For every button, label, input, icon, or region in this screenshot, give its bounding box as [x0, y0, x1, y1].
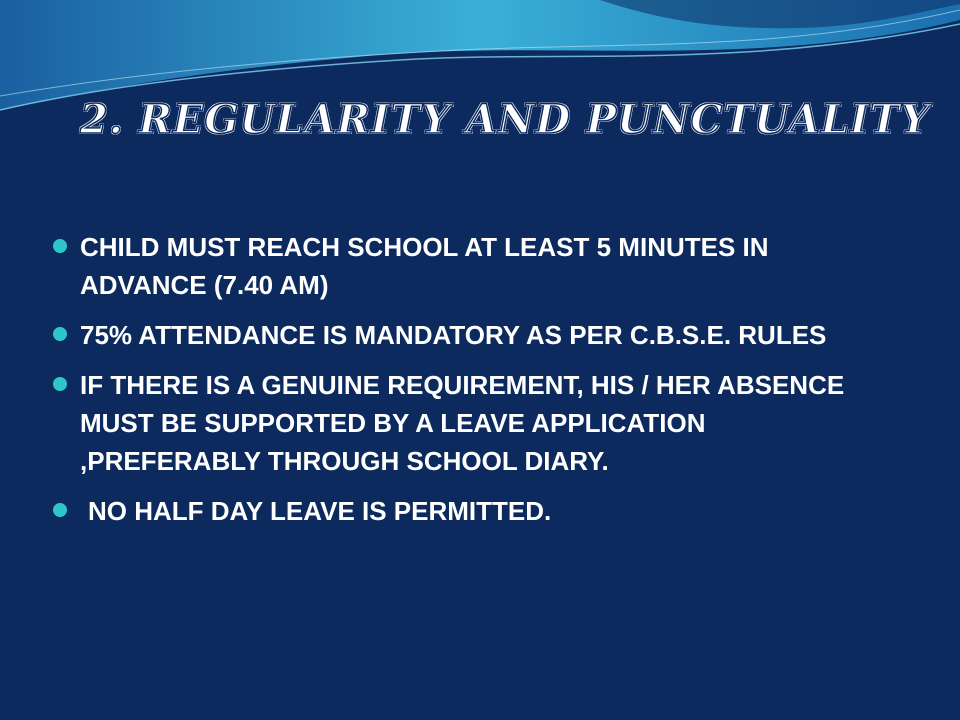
bullet-dot-icon: [53, 377, 67, 391]
bullet-item: [50, 228, 880, 304]
bullet-dot-icon: [53, 503, 67, 517]
bullet-item: [50, 492, 880, 530]
bullet-text: 75% ATTENDANCE IS MANDATORY AS PER C.B.S.E. RULES: [80, 320, 827, 350]
slide-title: 2. REGULARITY AND PUNCTUALITY: [80, 96, 930, 143]
bullet-dot-icon: [53, 239, 67, 253]
bullet-text: IF THERE IS A GENUINE REQUIREMENT, HIS / HER ABSENCE MUST BE SUPPORTED BY A LEAVE APPLICATION ,PREFERABLY THROUGH SCHOOL DIARY.: [80, 370, 845, 476]
bullet-item: [50, 316, 880, 354]
bullet-text: CHILD MUST REACH SCHOOL AT LEAST 5 MINUTES IN ADVANCE (7.40 AM): [80, 232, 769, 300]
bullet-list: [50, 228, 880, 542]
bullet-text: NO HALF DAY LEAVE IS PERMITTED.: [88, 496, 552, 526]
bullet-dot-icon: [53, 327, 67, 341]
bullet-item: [50, 366, 880, 480]
